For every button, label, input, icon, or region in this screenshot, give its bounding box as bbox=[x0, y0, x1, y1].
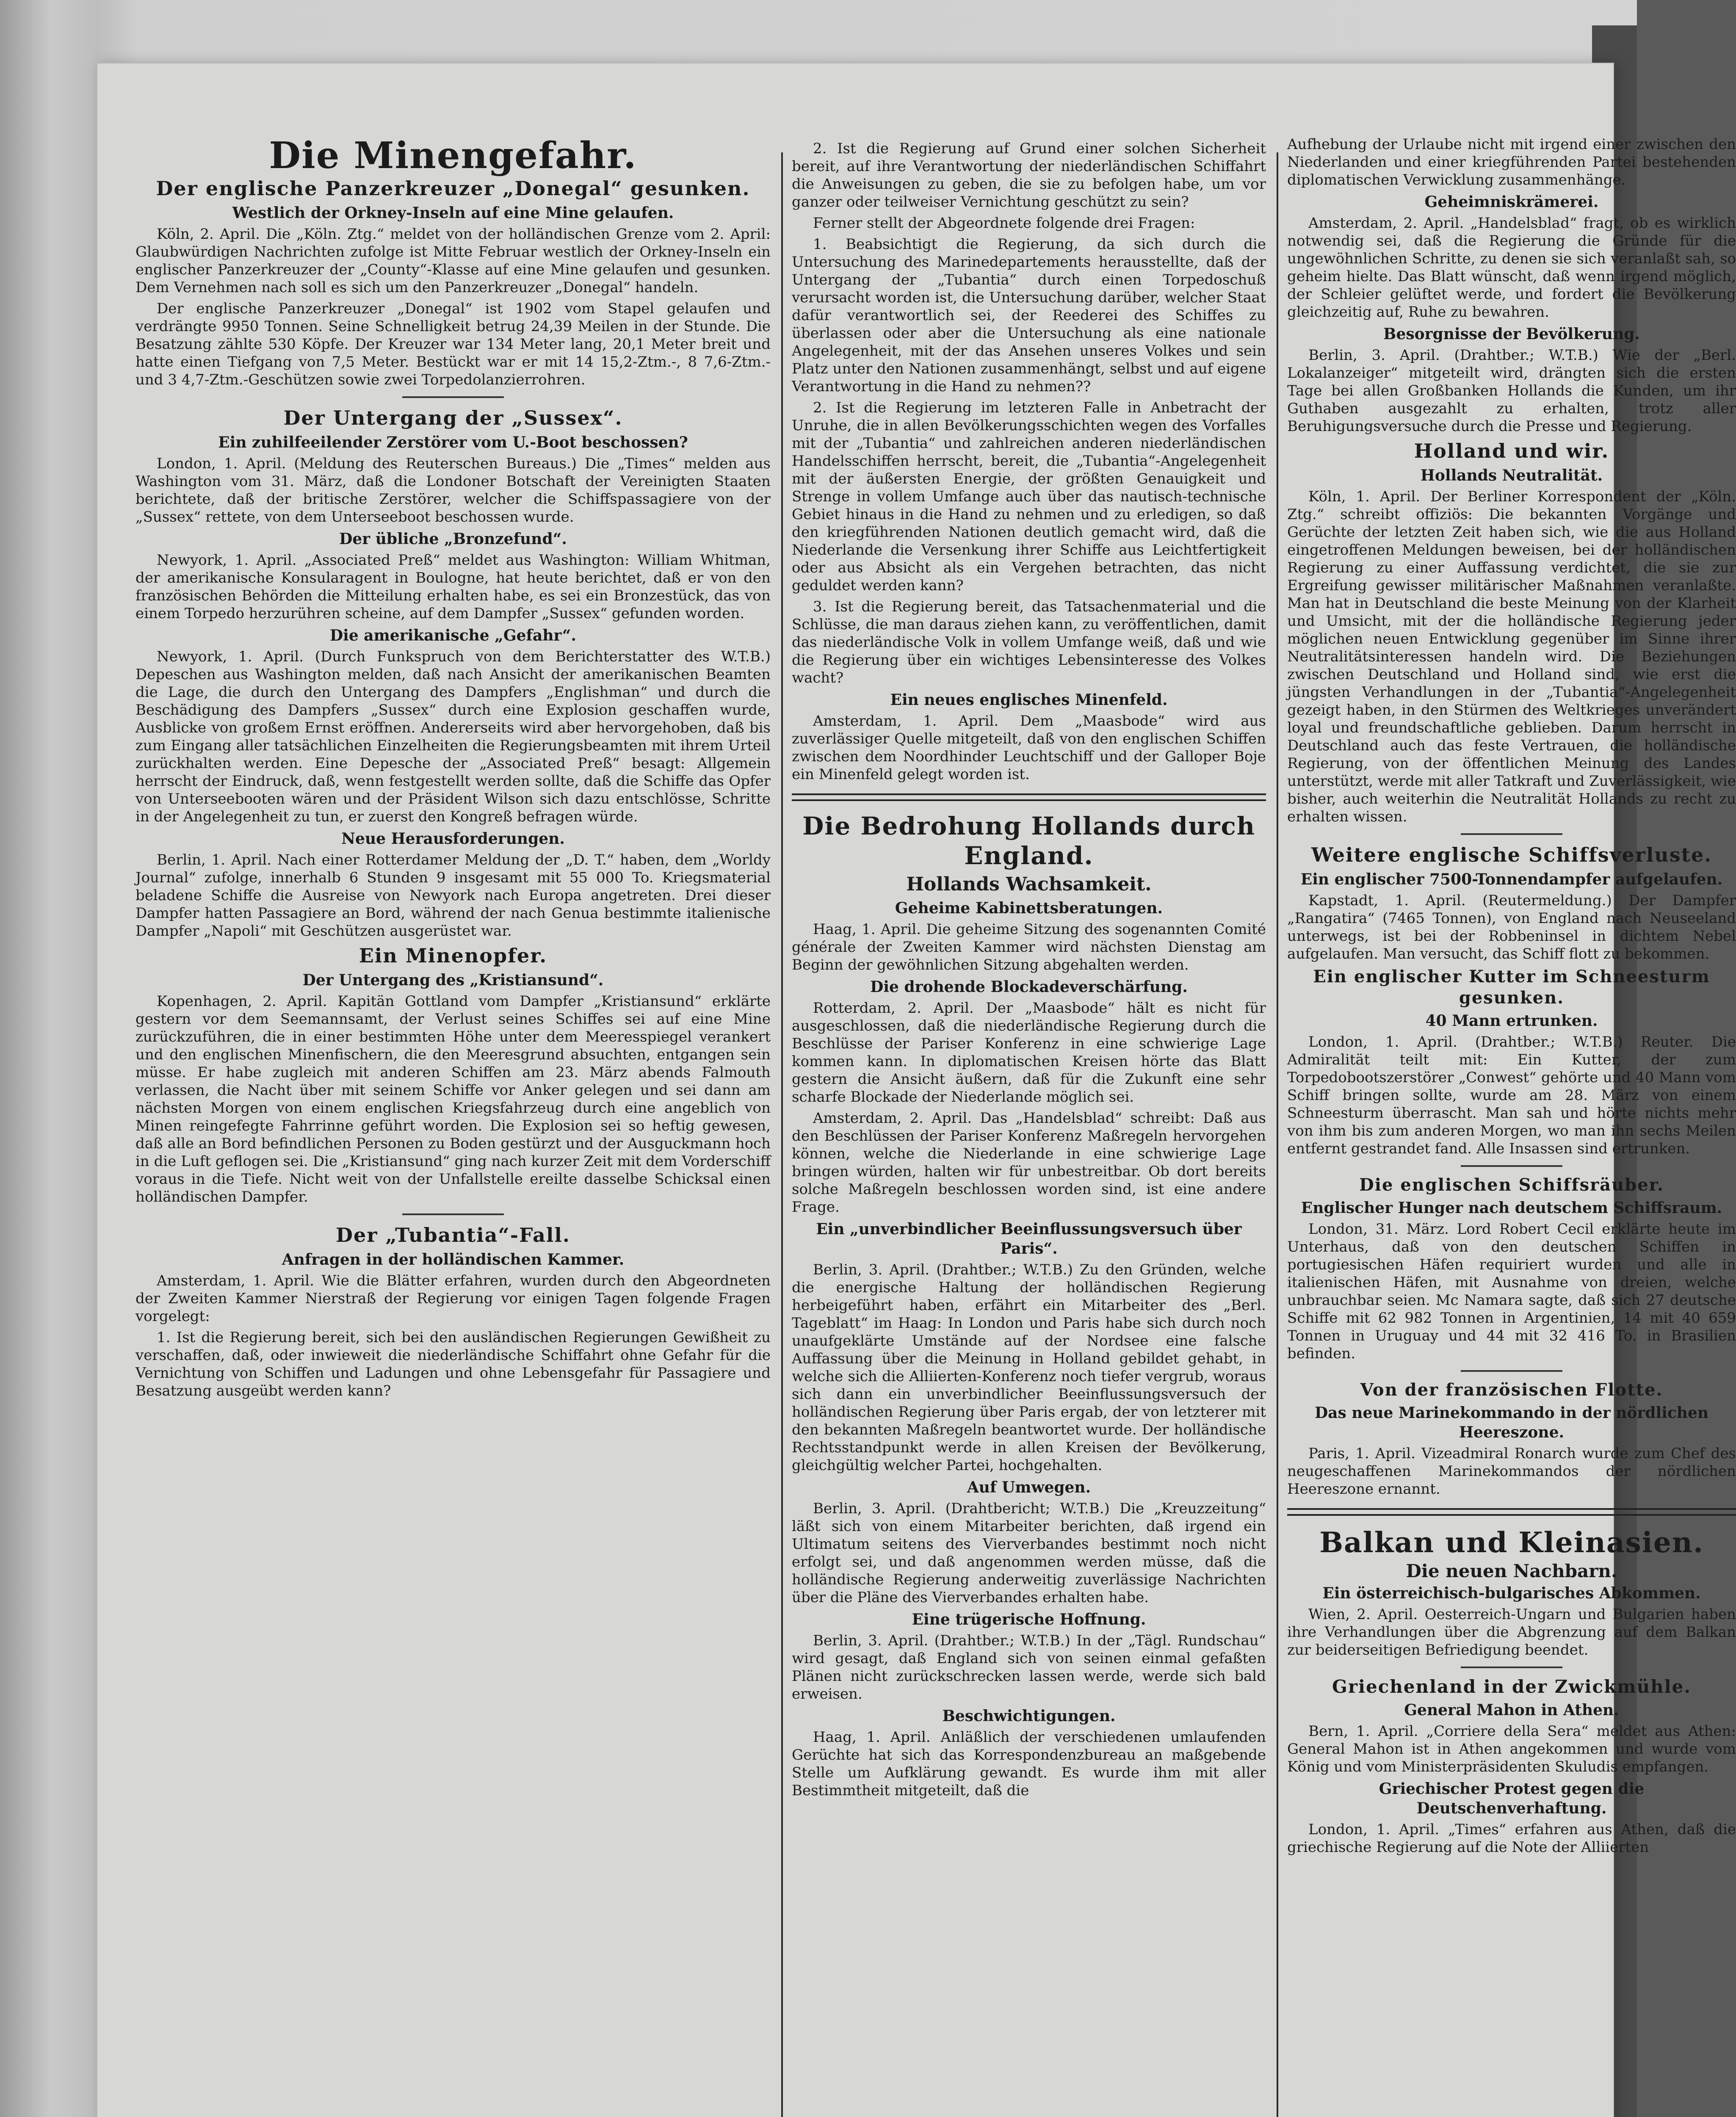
article-paragraph: 3. Ist die Regierung bereit, das Tatsachenmaterial und die Schlüsse, die man daraus ziehen kann, zu veröffentlichen, damit das niederländische Volk in vollem Umfange weiß, daß und wie die Regierung über ein wichtiges Lebensinteresse des Volkes wacht? bbox=[792, 598, 1266, 686]
article-paragraph: Köln, 1. April. Der Berliner Korrespondent der „Köln. Ztg.“ schreibt offiziös: Die bekannten Vorgänge und Gerüchte der letzten Zeit haben sich, wie die aus Holland eingetroffenen Meldungen beweisen, bei der holländischen Regierung zu einer Auffassung verdichtet, die sie zur Ergreifung gewisser militärischer Maßnahmen veranlaßte. Man hat in Deutschland die beste Meinung von der Klarheit und Umsicht, mit der die holländische Regierung jeder möglichen neuen Entwicklung gegenüber im Sinne ihrer Neutralitätsinteressen handeln wird. Die Beziehungen zwischen Deutschland und Holland sind, wie erst die jüngsten Verhandlungen in der „Tubantia“-Angelegenheit gezeigt haben, in den Stürmen des Weltkrieges unverändert loyal und freundschaftliche geblieben. Darum herrscht in Deutschland auch das feste Vertrauen, die holländische Regierung, von der öffentlichen Meinung des Landes unterstützt, werde mit aller Tatkraft und Zuverlässigkeit, wie bisher, auch weiterhin die Neutralität Hollands zu recht zu erhalten wissen. bbox=[1287, 488, 1736, 825]
headline-schiffsverluste: Weitere englische Schiffsverluste. bbox=[1311, 843, 1712, 866]
article-paragraph: Amsterdam, 2. April. Das „Handelsblad“ schreibt: Daß aus den Beschlüssen der Pariser Konferenz Maßregeln hervorgehen können, welche die Niederlande in eine schwierige Lage bringen würden, halten wir für unbestreitbar. Ob dort bereits solche Maßregeln beschlossen worden sind, ist eine andere Frage. bbox=[792, 1110, 1266, 1216]
headline-tubantia: Der „Tubantia“-Fall. bbox=[336, 1224, 570, 1246]
section-divider bbox=[402, 1213, 504, 1215]
subhead-40-mann: 40 Mann ertrunken. bbox=[1425, 1012, 1598, 1030]
subhead-paris: Ein „unverbindlicher Beeinflussungsversuch über Paris“. bbox=[816, 1220, 1242, 1257]
article-paragraph: 2. Ist die Regierung im letzteren Falle in Anbetracht der Unruhe, die in allen Bevölkerungsschichten wegen des Vorfalles mit der „Tubantia“ und zahlreichen anderen niederländischen Handelsschiffen herrscht, bereit, die „Tubantia“-Angelegenheit mit der äußersten Energie, der größten Genauigkeit und Strenge in vollem Umfange auch über das nautisch-technische Gebiet hinaus in die Hand zu nehmen und zu erledigen, so daß den kriegführenden Nationen deutlich gemacht wird, daß die Niederlande die Versenkung ihrer Schiffe aus Leichtfertigkeit oder aus Absicht als ein Vergehen betrachten, das nicht geduldet werden kann? bbox=[792, 399, 1266, 594]
column-2 bbox=[792, 64, 1266, 2117]
headline-bedrohung: Die Bedrohung Hollands durch England. bbox=[802, 812, 1255, 870]
subhead-kristiansund: Der Untergang des „Kristiansund“. bbox=[302, 971, 604, 989]
article-paragraph: London, 31. März. Lord Robert Cecil erklärte heute im Unterhaus, daß von den deutschen Schiffen in portugiesischen Häfen requiriert wurden und alle in italienischen Häfen, mit Ausnahme von dreien, welche unbrauchbar seien. Mc Namara sagte, daß sich 27 deutsche Schiffe mit 62 982 Tonnen in Argentinien, 14 mit 40 659 Tonnen in Uruguay und 44 mit 32 416 To. in Brasilien befinden. bbox=[1287, 1221, 1736, 1362]
subhead-7500: Ein englischer 7500-Tonnendampfer aufgelaufen. bbox=[1300, 871, 1723, 888]
subhead-anfragen: Anfragen in der holländischen Kammer. bbox=[282, 1251, 625, 1269]
headline-kutter: Ein englischer Kutter im Schneesturm gesunken. bbox=[1313, 967, 1710, 1008]
subhead-mahon: General Mahon in Athen. bbox=[1404, 1701, 1619, 1719]
article-paragraph: Amsterdam, 2. April. „Handelsblad“ fragt, ob es wirklich notwendig sei, daß die Regierung die Gründe für die ungewöhnlichen Schritte, zu denen sie sich veranlaßt sah, so geheim hielte. Das Blatt wünscht, daß wenn irgend möglich, der Schleier gelüftet werde, und fordert die Bevölkerung gleichzeitig auf, Ruhe zu bewahren. bbox=[1287, 215, 1736, 321]
headline-flotte: Von der französischen Flotte. bbox=[1360, 1380, 1663, 1400]
subhead-kabinett: Geheime Kabinettsberatungen. bbox=[895, 899, 1163, 917]
article-paragraph: Haag, 1. April. Die geheime Sitzung des sogenannten Comité générale der Zweiten Kammer wird nächsten Dienstag am Beginn der gewöhnlichen Sitzung abgehalten werden. bbox=[792, 921, 1266, 973]
subhead-wachsamkeit: Hollands Wachsamkeit. bbox=[906, 873, 1152, 895]
headline-sussex: Der Untergang der „Sussex“. bbox=[283, 406, 623, 429]
article-paragraph: Aufhebung der Urlaube nicht mit irgend einer zwischen den Niederlanden und einer kriegführenden Partei bestehenden diplomatischen Verwicklung zusammenhänge. bbox=[1287, 136, 1736, 188]
article-paragraph: Rotterdam, 2. April. Der „Maasbode“ hält es nicht für ausgeschlossen, daß die niederländische Regierung durch die Beschlüsse der Pariser Konferenz in eine schwierige Lage kommen kann. In diplomatischen Kreisen hörte das Blatt gestern die Ansicht äußern, daß für die Zukunft eine sehr scharfe Blockade der Niederlande möglich sei. bbox=[792, 1000, 1266, 1105]
subhead-blockade: Die drohende Blockadeverschärfung. bbox=[870, 978, 1188, 996]
article-paragraph: Berlin, 3. April. (Drahtbericht; W.T.B.) Die „Kreuzzeitung“ läßt sich von einem Mitarbeiter berichten, daß irgend ein Ultimatum seitens des Vierverbandes bestimmt noch nicht erfolgt sei, und daß angenommen werden müsse, daß die holländische Regierung anderweitig zuverlässige Nachrichten über die Pläne des Vierverbandes erhalten habe. bbox=[792, 1500, 1266, 1606]
section-divider bbox=[1461, 833, 1562, 835]
article-paragraph: Köln, 2. April. Die „Köln. Ztg.“ meldet von der holländischen Grenze vom 2. April: Glaubwürdigen Nachrichten zufolge ist Mitte Februar westlich der Orkney-Inseln ein englischer Panzerkreuzer der „County“-Klasse auf eine Mine gelaufen und gesunken. Dem Vernehmen nach soll es sich um den Panzerkreuzer „Donegal“ handeln. bbox=[135, 226, 771, 296]
headline-balkan: Balkan und Kleinasien. bbox=[1319, 1526, 1704, 1559]
newspaper-page bbox=[97, 64, 1736, 2117]
headline-schiffsraeuber: Die englischen Schiffsräuber. bbox=[1359, 1175, 1664, 1195]
article-paragraph: Berlin, 3. April. (Drahtber.; W.T.B.) Wie der „Berl. Lokalanzeiger“ mitgeteilt wird, drängten sich die ersten Tage bei allen Großbanken Hollands die Kunden, um ihr Guthaben ausgezahlt zu erhalten, trotz aller Beruhigungsversuche durch die Presse und Regierung. bbox=[1287, 347, 1736, 435]
subhead-protest: Griechischer Protest gegen die Deutschenverhaftung. bbox=[1379, 1780, 1645, 1817]
article-paragraph: Berlin, 1. April. Nach einer Rotterdamer Meldung der „D. T.“ haben, dem „Worldy Journal“ zufolge, innerhalb 6 Stunden 9 insgesamt mit 55 000 To. Kriegsmaterial beladene Schiffe die Ausreise von Newyork nach Europa angetreten. Drei dieser Dampfer hatten Passagiere an Bord, während der nach Genua bestimmte italienische Dampfer „Napoli“ mit Geschützen ausgerüstet war. bbox=[135, 851, 771, 940]
headline-minengefahr: Die Minengefahr. bbox=[269, 134, 637, 177]
section-double-rule bbox=[1287, 1508, 1736, 1516]
subhead-umwegen: Auf Umwegen. bbox=[967, 1479, 1091, 1496]
subhead-neutralitaet: Hollands Neutralität. bbox=[1420, 467, 1603, 484]
subhead-sussex: Ein zuhilfeeilender Zerstörer vom U.-Boot beschossen? bbox=[218, 434, 688, 451]
subhead-herausforderungen: Neue Herausforderungen. bbox=[341, 830, 565, 848]
article-paragraph: 1. Ist die Regierung bereit, sich bei den ausländischen Regierungen Gewißheit zu verschaffen, daß, oder inwieweit die niederländische Schiffahrt ohne Gefahr für die Vernichtung von Schiffen und Ladungen und ohne Lebensgefahr für Passagiere und Besatzung ausgeübt werden kann? bbox=[135, 1329, 771, 1399]
subhead-marinekommando: Das neue Marinekommando in der nördlichen Heereszone. bbox=[1314, 1404, 1709, 1441]
article-paragraph: 1. Beabsichtigt die Regierung, da sich durch die Untersuchung des Marinedepartements herausstellte, daß der Untergang der „Tubantia“ durch einen Torpedoschuß verursacht worden ist, die Untersuchung darüber, welcher Staat dafür verantwortlich sei, der Reederei des Schiffes zu überlassen oder aber die Untersuchung als eine nationale Angelegenheit, mit der das Ansehen unseres Volkes und sein Platz unter den Nationen zusammenhängt, selbst und auf eigene Verantwortung in die Hand zu nehmen?? bbox=[792, 236, 1266, 395]
article-paragraph: Bern, 1. April. „Corriere della Sera“ meldet aus Athen: General Mahon ist in Athen angekommen und wurde vom König und vom Ministerpräsidenten Skuludis empfangen. bbox=[1287, 1723, 1736, 1775]
headline-minenopfer: Ein Minenopfer. bbox=[359, 944, 547, 967]
article-paragraph: Newyork, 1. April. „Associated Preß“ meldet aus Washington: William Whitman, der amerikanische Konsularagent in Boulogne, hat heute berichtet, daß er von den französischen Behörden die Mitteilung erhalten habe, es sei ein Bronzestück, das von einem Torpedo herzurühren scheine, auf dem Dampfer „Sussex“ gefunden worden. bbox=[135, 552, 771, 622]
subhead-geheimniskraemerei: Geheimniskrämerei. bbox=[1424, 193, 1599, 211]
article-paragraph: Haag, 1. April. Anläßlich der verschiedenen umlaufenden Gerüchte hat sich das Korrespondenzbureau an maßgebende Stelle um Aufklärung gewandt. Es wurde ihm mit aller Bestimmtheit mitgeteilt, daß die bbox=[792, 1729, 1266, 1799]
column-1 bbox=[135, 64, 771, 2117]
subhead-beschwichtigungen: Beschwichtigungen. bbox=[942, 1707, 1116, 1725]
headline-griechenland: Griechenland in der Zwickmühle. bbox=[1332, 1676, 1691, 1697]
section-divider bbox=[1461, 1370, 1562, 1372]
article-paragraph: Amsterdam, 1. April. Dem „Maasbode“ wird aus zuverlässiger Quelle mitgeteilt, daß von den englischen Schiffen zwischen dem Noordhinder Leuchtschiff und der Galloper Boje ein Minenfeld gelegt worden ist. bbox=[792, 713, 1266, 783]
section-divider bbox=[1461, 1165, 1562, 1167]
subhead-bronzefund: Der übliche „Bronzefund“. bbox=[339, 530, 567, 548]
article-paragraph: Wien, 2. April. Oesterreich-Ungarn und Bulgarien haben ihre Verhandlungen über die Abgrenzung auf dem Balkan zur beiderseitigen Befriedigung beendet. bbox=[1287, 1606, 1736, 1658]
article-paragraph: London, 1. April. „Times“ erfahren aus Athen, daß die griechische Regierung auf die Note der Alliierten bbox=[1287, 1821, 1736, 1856]
article-paragraph: London, 1. April. (Meldung des Reuterschen Bureaus.) Die „Times“ melden aus Washington vom 31. März, daß die Londoner Botschaft der Vereinigten Staaten berichtete, daß der britische Zerstörer, welcher die Schiffspassagiere von der „Sussex“ rettete, von dem Unterseeboot beschossen wurde. bbox=[135, 455, 771, 525]
subhead-besorgnisse: Besorgnisse der Bevölkerung. bbox=[1383, 325, 1640, 343]
article-paragraph: Der englische Panzerkreuzer „Donegal“ ist 1902 vom Stapel gelaufen und verdrängte 9950 Tonnen. Seine Schnelligkeit betrug 24,39 Meilen in der Stunde. Die Besatzung zählte 530 Köpfe. Der Kreuzer war 134 Meter lang, 20,1 Meter breit und hatte einen Tiefgang von 7,5 Meter. Bestückt war er mit 14 15,2-Ztm.-, 8 7,6-Ztm.- und 3 4,7-Ztm.-Geschützen sowie zwei Torpedolanzierrohren. bbox=[135, 300, 771, 388]
subhead-nachbarn: Die neuen Nachbarn. bbox=[1406, 1561, 1617, 1581]
headline-donegal: Der englische Panzerkreuzer „Donegal“ gesunken. bbox=[156, 177, 750, 200]
subhead-hoffnung: Eine trügerische Hoffnung. bbox=[912, 1611, 1146, 1628]
section-divider bbox=[402, 396, 504, 398]
section-double-rule bbox=[792, 793, 1266, 801]
article-paragraph: 2. Ist die Regierung auf Grund einer solchen Sicherheit bereit, auf ihre Verantwortung der niederländischen Schiffahrt die Anweisungen zu geben, die sie zu befolgen habe, um vor ganzer oder teilweiser Vernichtung geschützt zu sein? bbox=[792, 140, 1266, 210]
article-paragraph: Kapstadt, 1. April. (Reutermeldung.) Der Dampfer „Rangatira“ (7465 Tonnen), von England nach Neuseeland unterwegs, ist bei der Robbeninsel in dichtem Nebel aufgelaufen. Man versucht, das Schiff flott zu bekommen. bbox=[1287, 892, 1736, 962]
column-3 bbox=[1287, 64, 1736, 2117]
subhead-minenfeld: Ein neues englisches Minenfeld. bbox=[890, 691, 1168, 709]
article-paragraph: Amsterdam, 1. April. Wie die Blätter erfahren, wurden durch den Abgeordneten der Zweiten Kammer Nierstraß der Regierung vor einigen Tagen folgende Fragen vorgelegt: bbox=[135, 1272, 771, 1325]
article-paragraph: Ferner stellt der Abgeordnete folgende drei Fragen: bbox=[813, 215, 1195, 232]
article-paragraph: Paris, 1. April. Vizeadmiral Ronarch wurde zum Chef des neugeschaffenen Marinekommandos der nördlichen Heereszone ernannt. bbox=[1287, 1445, 1736, 1498]
subhead-gefahr: Die amerikanische „Gefahr“. bbox=[329, 627, 577, 644]
section-divider bbox=[1461, 1667, 1562, 1668]
subhead-abkommen: Ein österreichisch-bulgarisches Abkommen. bbox=[1322, 1584, 1701, 1602]
article-paragraph: Berlin, 3. April. (Drahtber.; W.T.B.) Zu den Gründen, welche die energische Haltung der holländischen Regierung herbeigeführt haben, erfährt ein Mitarbeiter des „Berl. Tageblatt“ im Haag: In London und Paris habe sich durch noch unaufgeklärte Umstände auf der Nordsee eine falsche Auffassung über die Meinung in Holland gebildet gehabt, in welche sich die Alliierten-Konferenz noch tiefer vergrub, woraus sich dann ein unverbindlicher Beeinflussungsversuch der holländischen Regierung über Paris ergab, der von letzterer mit den bekannten Maßregeln beantwortet wurde. Der holländische Rechtsstandpunkt werde in allen Kreisen der Bevölkerung, gleichgültig welcher Partei, hochgehalten. bbox=[792, 1261, 1266, 1474]
article-paragraph: Newyork, 1. April. (Durch Funkspruch von dem Berichterstatter des W.T.B.) Depeschen aus Washington melden, daß nach Ansicht der amerikanischen Beamten die Lage, die durch den Untergang des Dampfers „Englishman“ und durch die Beschädigung des Dampfers „Sussex“ durch eine Explosion geschaffen wurde, Ausblicke von großem Ernst eröffnen. Andererseits wird aber hervorgehoben, daß bis zum Eingang aller tatsächlichen Einzelheiten die Regierungsbeamten mit ihrem Urteil zurückhalten werden. Eine Depesche der „Associated Preß“ besagt: Allgemein herrscht der Eindruck, daß, wenn festgestellt werden sollte, daß die Schiffe das Opfer von Unterseebooten wären und der Präsident Wilson sich dazu entschlösse, Schritte in der Angelegenheit zu tun, er zuerst den Kongreß befragen würde. bbox=[135, 648, 771, 825]
headline-holland-und-wir: Holland und wir. bbox=[1414, 439, 1609, 462]
article-paragraph: Kopenhagen, 2. April. Kapitän Gottland vom Dampfer „Kristiansund“ erklärte gestern vor dem Seemannsamt, der Verlust seines Schiffes sei auf eine Mine zurückzuführen, die in einer bestimmten Höhe unter dem Meeresspiegel verankert und den englischen Minenfischern, die den Meeresgrund absuchten, entgangen sein müsse. Er habe zugleich mit anderen Schiffen am 23. März abends Falmouth verlassen, die Nacht über mit seinem Schiffe vor Anker gelegen und sei dann am nächsten Morgen von einem englischen Kriegsfahrzeug durch eine angeblich von Minen reingefegte Fahrrinne geführt worden. Die Explosion sei so heftig gewesen, daß alle an Bord befindlichen Personen zu Boden gestürzt und der Ausguckmann hoch in die Luft geflogen sei. Die „Kristiansund“ ging nach kurzer Zeit mit dem Vorderschiff voraus in die Tiefe. Nicht weit von der Unfallstelle ereilte dasselbe Schicksal einen holländischen Dampfer. bbox=[135, 993, 771, 1205]
column-rule-2 bbox=[1277, 152, 1278, 2117]
column-rule-1 bbox=[781, 152, 783, 2117]
article-paragraph: Berlin, 3. April. (Drahtber.; W.T.B.) In der „Tägl. Rundschau“ wird gesagt, daß England sich von seinen einmal gefaßten Plänen nicht zurückschrecken lassen werde, werde sich bald erweisen. bbox=[792, 1632, 1266, 1702]
subhead-hunger: Englischer Hunger nach deutschem Schiffsraum. bbox=[1301, 1199, 1722, 1217]
subhead-orkney: Westlich der Orkney-Inseln auf eine Mine gelaufen. bbox=[232, 204, 674, 222]
article-paragraph: London, 1. April. (Drahtber.; W.T.B.) Reuter. Die Admiralität teilt mit: Ein Kutter, der zum Torpedobootszerstörer „Conwest“ gehörte und 40 Mann vom Schiff bringen sollte, wurde am 28. März von einem Schneesturm überrascht. Man sah und hörte nichts mehr von ihm bis zum anderen Morgen, wo man ihn sechs Meilen entfernt gestrandet fand. Alle Insassen sind ertrunken. bbox=[1287, 1034, 1736, 1157]
